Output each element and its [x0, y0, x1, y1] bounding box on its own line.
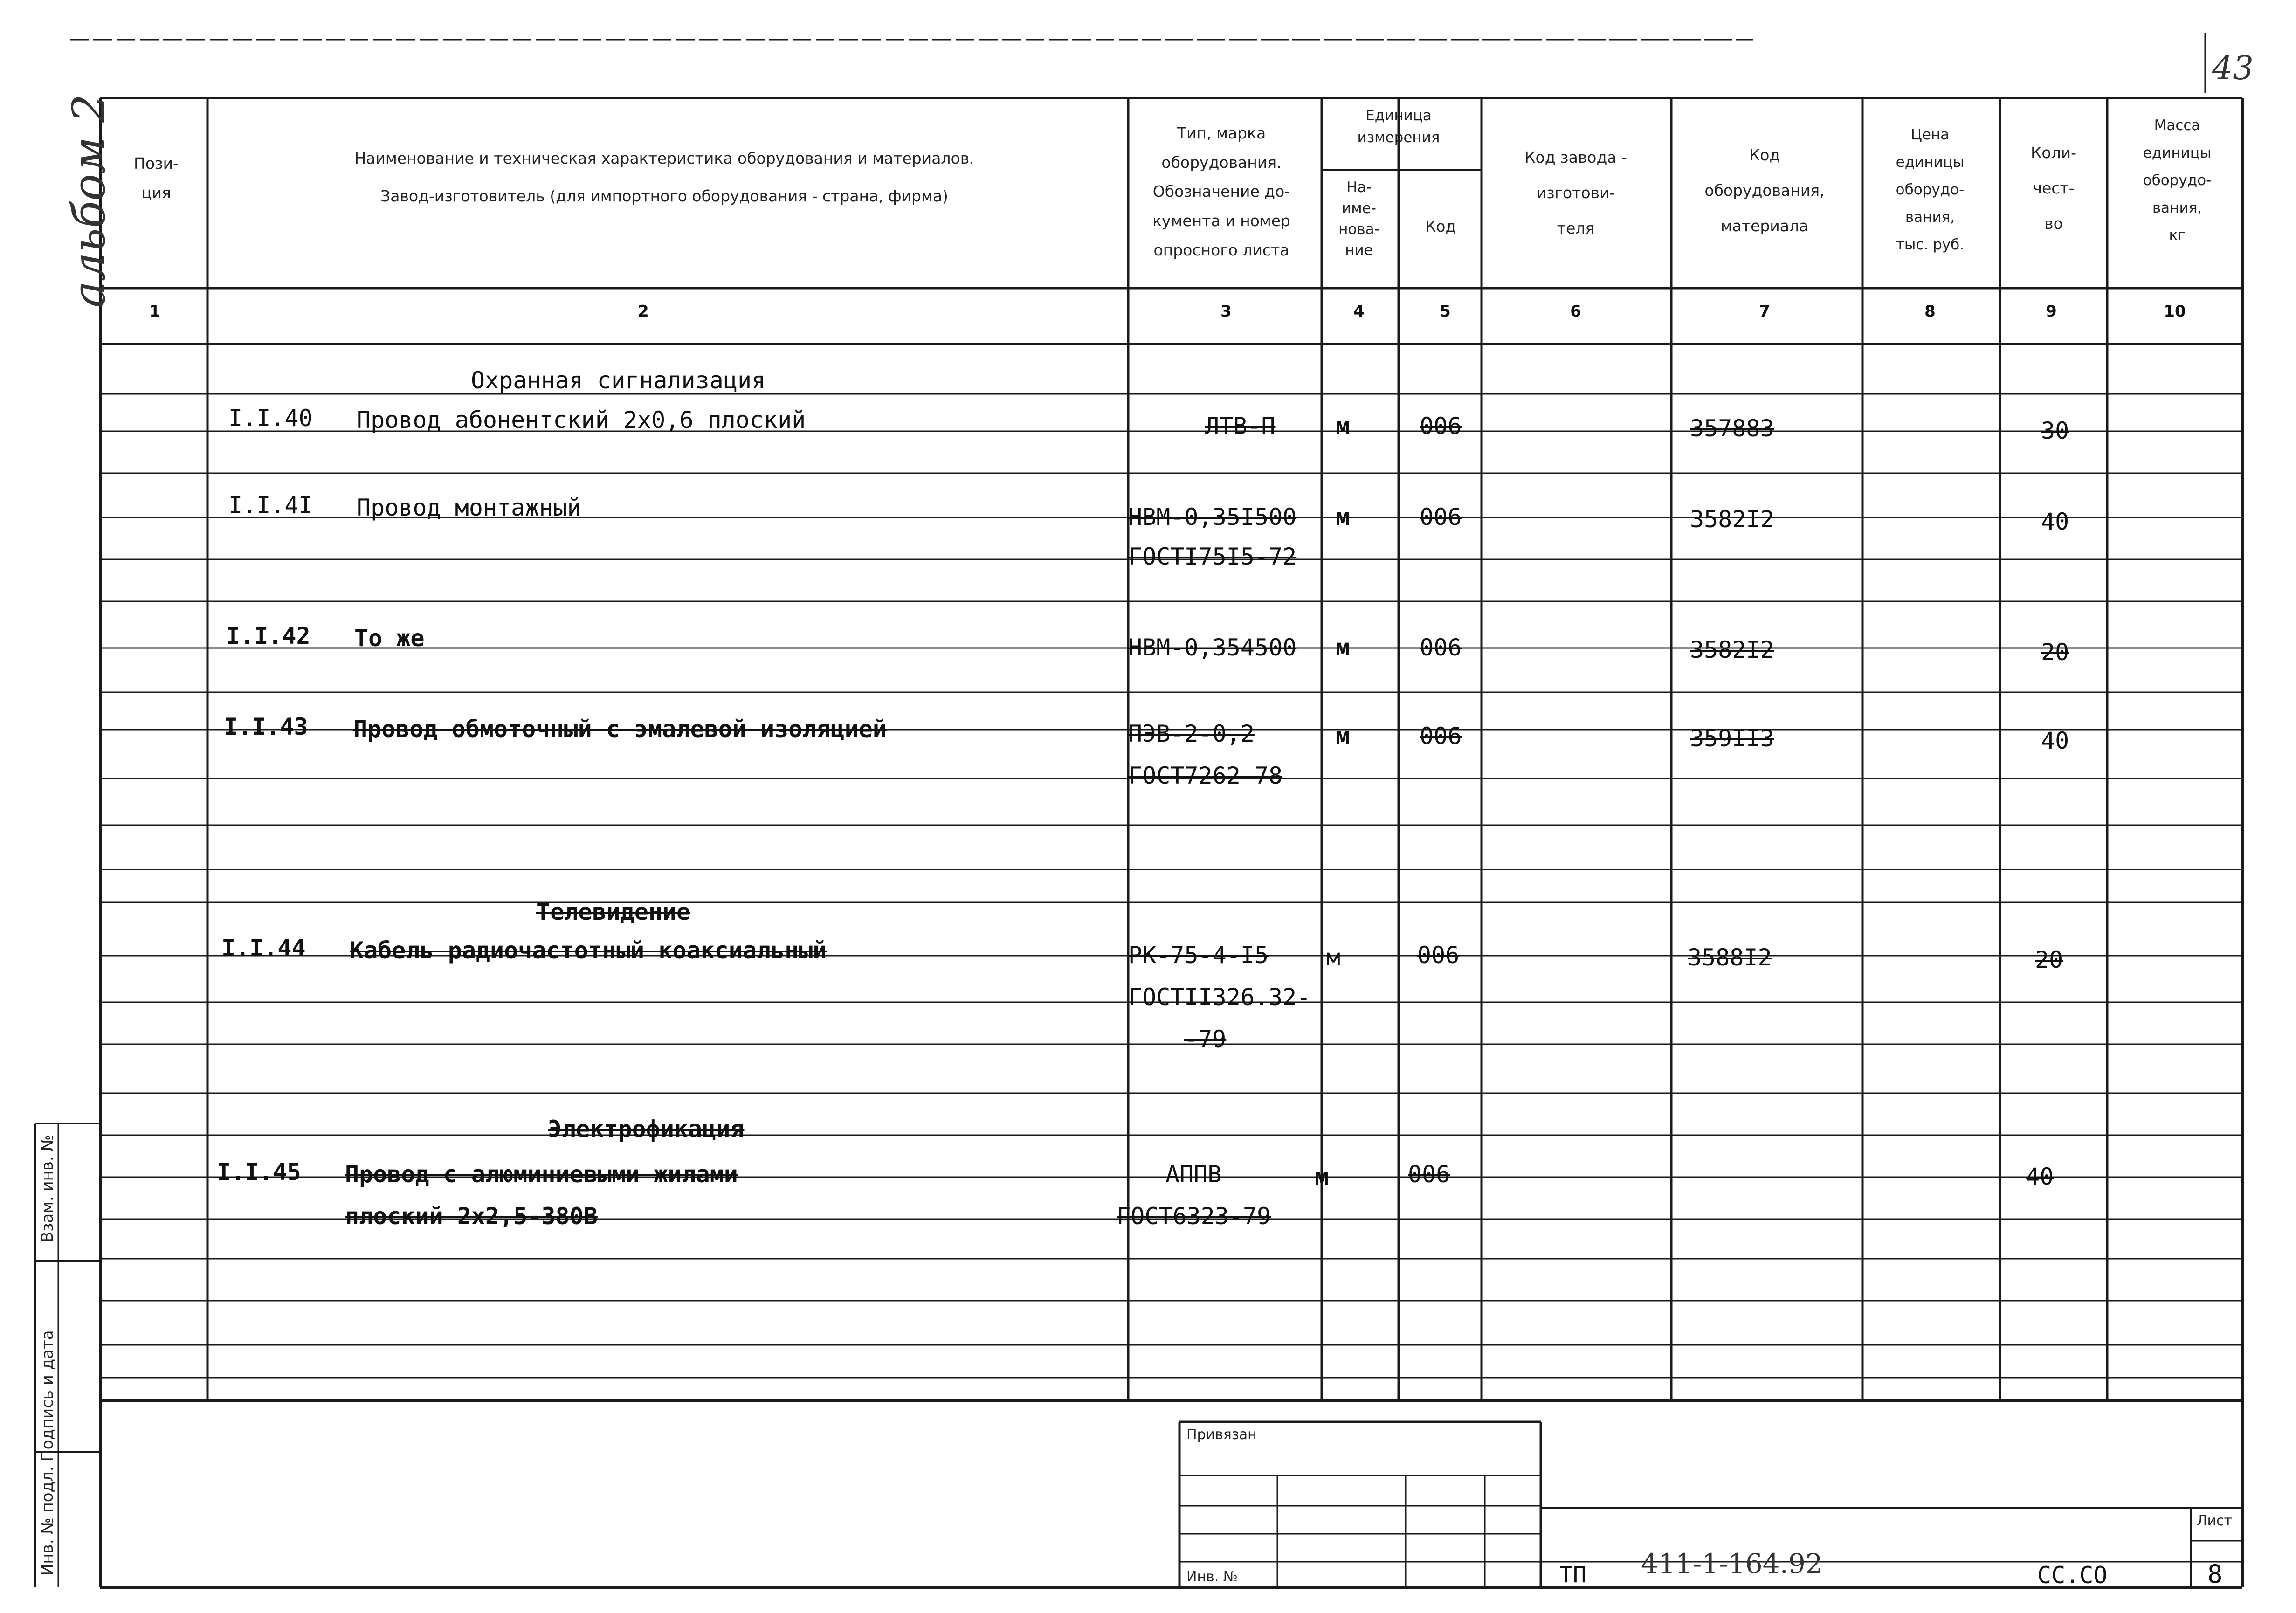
- header-col1: Пози- ция: [134, 154, 179, 202]
- doc-number: 411-1-164.92: [1641, 1548, 1823, 1579]
- row-quantity: 30: [2041, 417, 2069, 444]
- page-number: 43: [2212, 49, 2254, 87]
- header-col6: Код завода - изготови- теля: [1524, 148, 1627, 237]
- row-type-line2: ГОСТ7262-78: [1128, 762, 1283, 789]
- row-position: I.I.40: [228, 405, 313, 432]
- attached-label: Привязан: [1186, 1427, 1257, 1443]
- row-quantity: 40: [2041, 508, 2069, 535]
- header-col3: Тип, марка оборудования. Обозначение до- кумента и номер опросного листа: [1152, 124, 1291, 259]
- row-name-line2: плоский 2х2,5-380В: [345, 1203, 598, 1230]
- section-title: Электрофикация: [548, 1116, 745, 1143]
- header-col7: Код оборудования, материала: [1704, 146, 1825, 235]
- doc-prefix: ТП: [1559, 1562, 1586, 1588]
- row-position: I.I.4I: [228, 492, 313, 519]
- header-col2: Наименование и техническая характеристика оборудования и материалов. Завод-изготовитель (для импортного оборудования - страна, фирма): [354, 149, 974, 205]
- doc-mark: СС.СО: [2037, 1562, 2108, 1589]
- column-number: 2: [638, 302, 649, 321]
- side-stamp-replacement: Взам. инв. №: [38, 1135, 57, 1242]
- column-number: 7: [1759, 302, 1770, 321]
- column-number: 3: [1220, 302, 1232, 321]
- row-name: То же: [354, 625, 425, 652]
- row-unit: м: [1336, 634, 1350, 661]
- row-quantity: 40: [2041, 727, 2069, 754]
- row-position: I.I.42: [226, 622, 310, 649]
- row-quantity: 20: [2035, 946, 2063, 973]
- row-quantity: 20: [2041, 639, 2069, 666]
- row-code: 359II3: [1690, 725, 1774, 752]
- column-number: 9: [2046, 302, 2057, 321]
- header-col4: На- име- нова- ние: [1338, 179, 1379, 259]
- sheet-number: 8: [2207, 1559, 2223, 1589]
- column-number: 10: [2164, 302, 2186, 321]
- column-number: 4: [1353, 302, 1365, 321]
- row-code: 3582I2: [1690, 636, 1774, 663]
- row-type-line2: ГОСТII326.32-: [1128, 984, 1311, 1011]
- row-type-line2: ГОСТ6323-79: [1117, 1203, 1271, 1230]
- row-name: Провод обмоточный с эмалевой изоляцией: [353, 716, 887, 743]
- column-number: 1: [149, 302, 160, 321]
- header-col10: Масса единицы оборудо- вания, кг: [2143, 117, 2212, 244]
- column-number: 5: [1440, 302, 1451, 321]
- section-title: Телевидение: [536, 898, 691, 925]
- row-unit: м: [1336, 503, 1350, 531]
- row-type: ЛТВ-П: [1205, 413, 1276, 440]
- side-stamp-inventory: Инв. № подл.: [38, 1466, 57, 1576]
- row-quantity: 40: [2026, 1163, 2054, 1190]
- section-title: Охранная сигнализация: [471, 367, 766, 394]
- row-name: Провод монтажный: [357, 494, 581, 521]
- row-type: НВМ-0,354500: [1128, 634, 1297, 661]
- column-number: 8: [1924, 302, 1936, 321]
- margin-note: альбом 2: [63, 94, 115, 308]
- header-unit-group: Единица измерения: [1357, 107, 1440, 146]
- row-type-line2: ГОСТI75I5-72: [1128, 543, 1297, 570]
- row-unit: м: [1315, 1163, 1329, 1190]
- row-code: 3588I2: [1688, 944, 1772, 971]
- row-type: НВМ-0,35I500: [1128, 503, 1297, 531]
- row-name: Провод абонентский 2х0,6 плоский: [357, 407, 806, 434]
- column-number: 6: [1570, 302, 1581, 321]
- row-type: РК-75-4-I5: [1128, 942, 1269, 969]
- row-type: АППВ: [1165, 1161, 1222, 1188]
- header-col5: Код: [1425, 217, 1456, 235]
- row-position: I.I.45: [217, 1158, 301, 1186]
- row-name: Кабель радиочастотный коаксиальный: [350, 937, 827, 964]
- row-type-line3: -79: [1184, 1026, 1227, 1053]
- row-type: ПЭВ-2-0,2: [1128, 720, 1255, 747]
- side-stamp-signature: Подпись и дата: [38, 1330, 57, 1461]
- row-code: 357883: [1690, 415, 1774, 442]
- row-code: 3582I2: [1690, 506, 1774, 533]
- header-col8: Цена единицы оборудо- вания, тыс. руб.: [1896, 126, 1965, 253]
- row-position: I.I.43: [224, 713, 308, 740]
- row-unit-code: 006: [1420, 634, 1462, 661]
- row-unit-code: 006: [1420, 723, 1462, 750]
- row-unit: м: [1326, 944, 1341, 971]
- row-unit: м: [1336, 723, 1350, 750]
- inventory-label: Инв. №: [1186, 1569, 1238, 1585]
- row-unit-code: 006: [1408, 1161, 1450, 1188]
- row-unit-code: 006: [1420, 413, 1462, 440]
- row-unit: м: [1336, 413, 1350, 440]
- row-name: Провод с алюминиевыми жилами: [345, 1161, 738, 1188]
- row-unit-code: 006: [1420, 503, 1462, 531]
- sheet-label: Лист: [2197, 1513, 2233, 1529]
- row-unit-code: 006: [1417, 942, 1460, 969]
- row-position: I.I.44: [221, 935, 306, 962]
- header-col9: Коли- чест- во: [2030, 144, 2077, 233]
